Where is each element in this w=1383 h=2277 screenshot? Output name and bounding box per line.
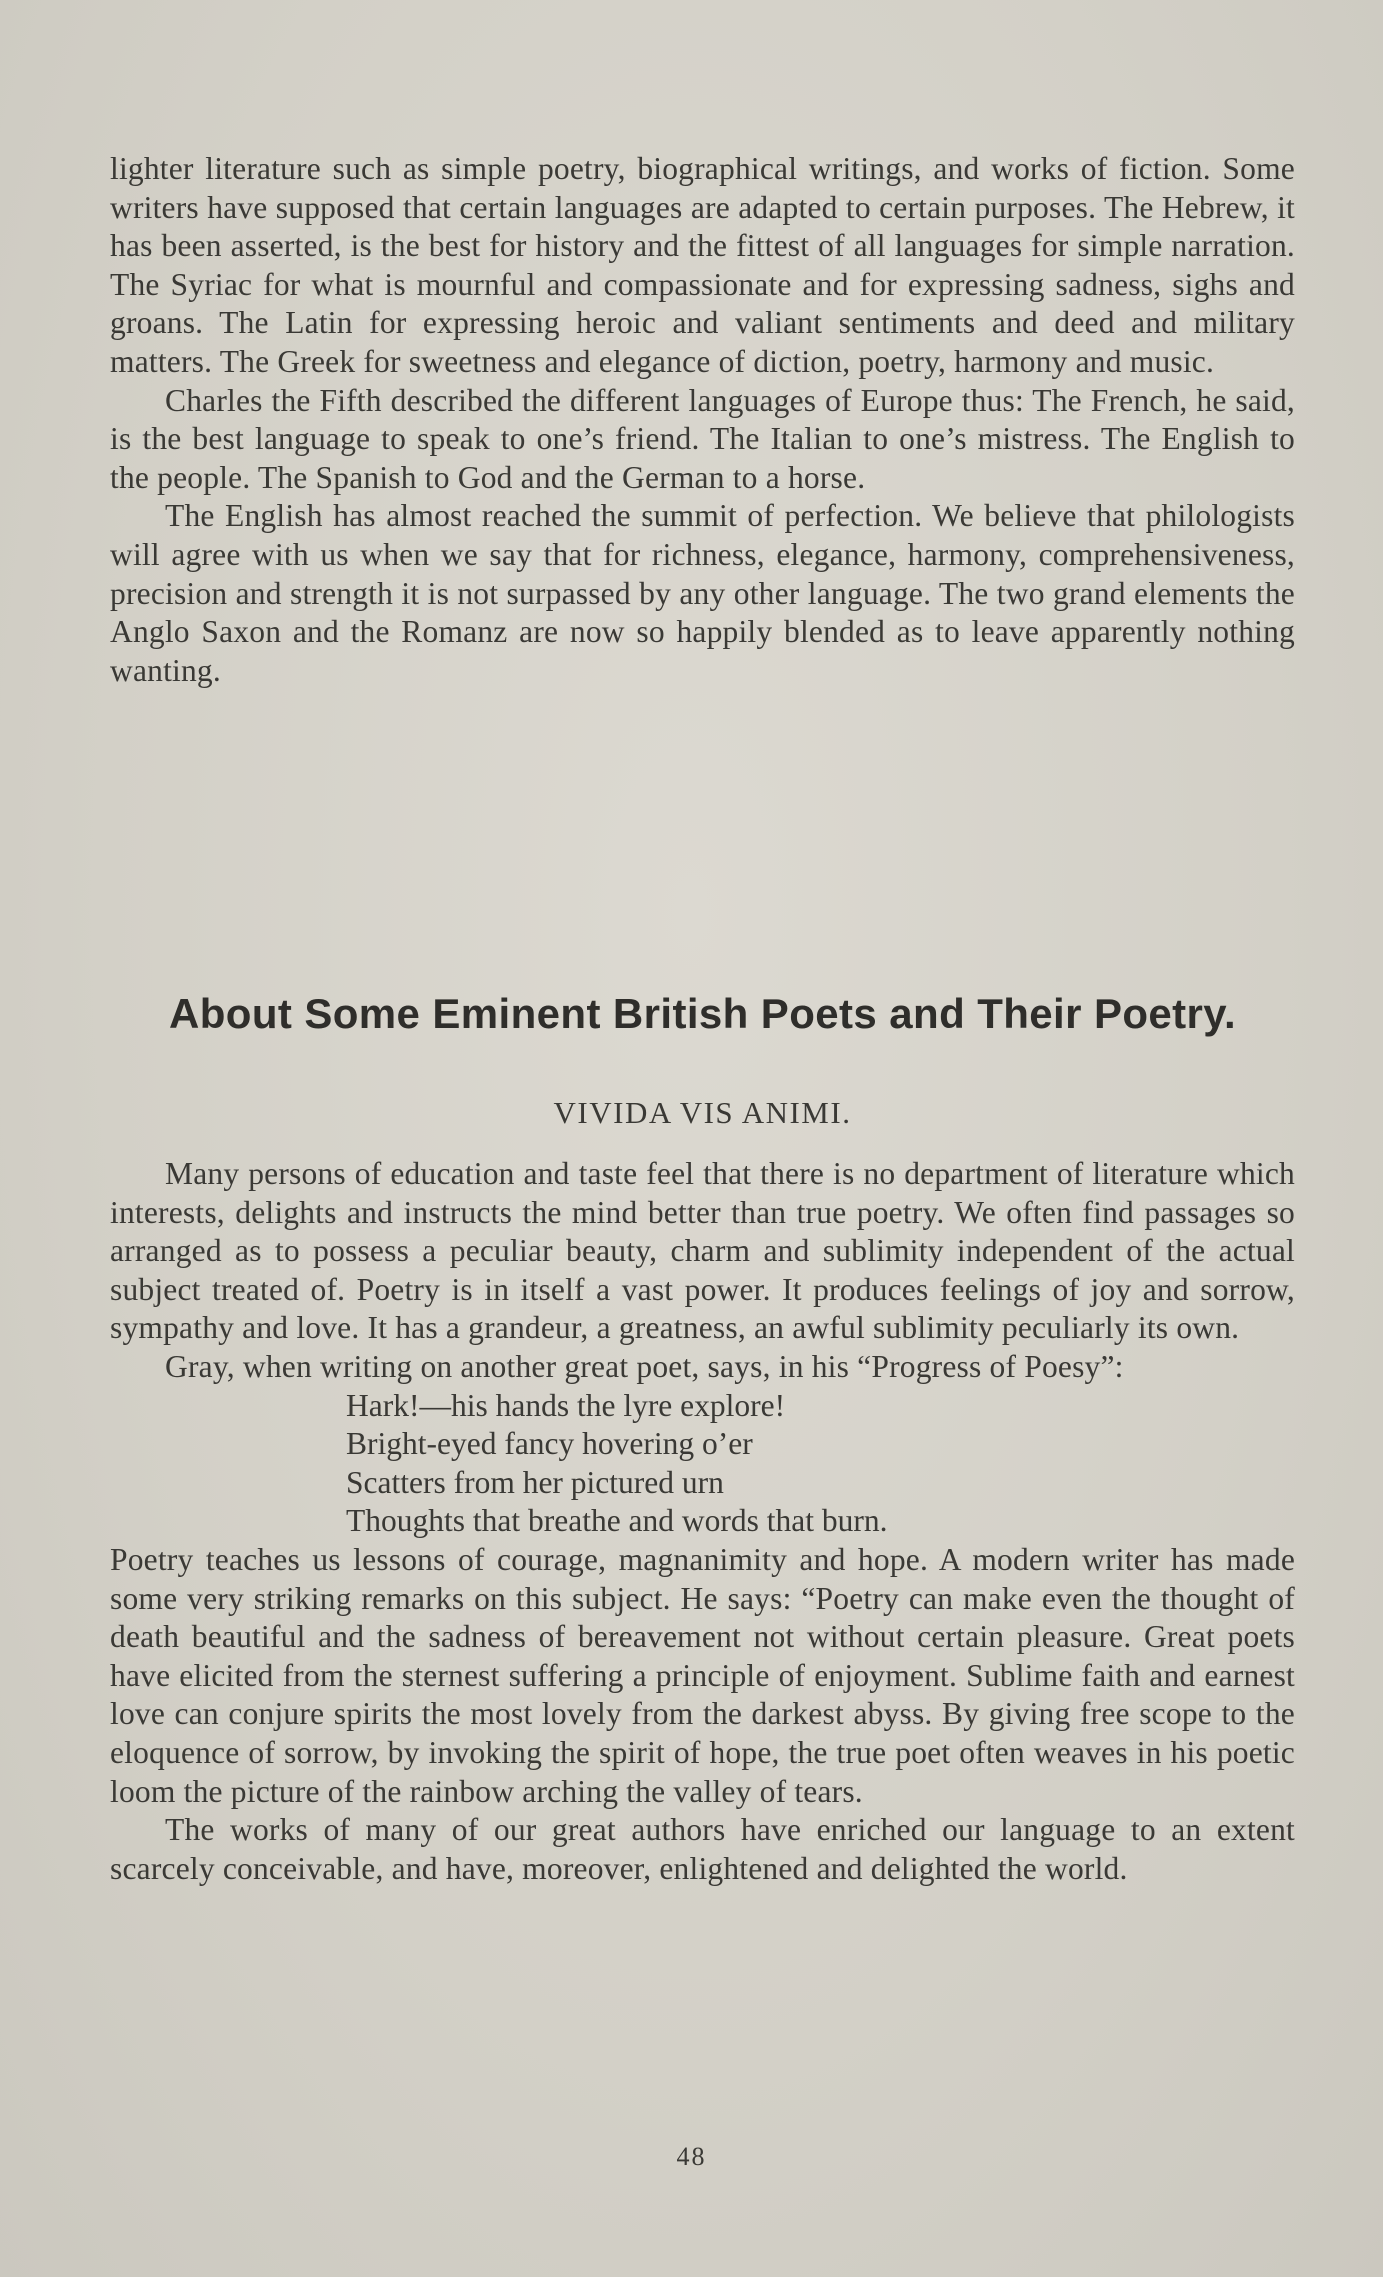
poem-line: Thoughts that breathe and words that burn. — [346, 1503, 888, 1539]
paragraph-poetry-teaches: Poetry teaches us lessons of courage, magnanimity and hope. A modern writer has made some very striking remarks on this subject. He says: “Poetry can make even the thought of death beautiful and the sadness of bereavement not without certain pleasure. Great poets have elicited from the sternest suffering a principle of enjoyment. Sublime faith and earnest love can conjure spirits the most lovely from the darkest abyss. By giving free scope to the eloquence of sorrow, by invoking the spirit of hope, the true poet often weaves in his poetic loom the picture of the rainbow arching the valley of tears. — [110, 1541, 1295, 1809]
article-title: About Some Eminent British Poets and Their Poetry. — [168, 990, 1237, 1037]
paragraph-languages-purposes: lighter literature such as simple poetry, biographical writings, and works of fiction. Some writers have supposed that certain languages are adapted to certain purposes. The Hebrew, it has been asserted, is the best for history and the fittest of all languages for simple narration. The Syriac for what is mournful and compassionate and for expressing sadness, sighs and groans. The Latin for expressing heroic and valiant sentiments and deed and military matters. The Greek for sweetness and elegance of diction, poetry, harmony and music. — [110, 151, 1295, 379]
poem-line: Bright-eyed fancy hovering o’er — [346, 1426, 753, 1462]
page-content — [110, 150, 1295, 1886]
article-byline: VIVIDA VIS ANIMI. — [553, 1095, 852, 1130]
paragraph-charles-the-fifth: Charles the Fifth described the different languages of Europe thus: The French, he said, is the best language to speak to one’s friend. The Italian to one’s mistress. The English to the people. The Spanish to God and the German to a horse. — [110, 382, 1295, 495]
continued-text — [110, 150, 1295, 890]
article-body — [110, 1155, 1295, 1888]
page-number: 48 — [676, 2142, 707, 2171]
poem-line: Hark!—his hands the lyre explore! — [346, 1387, 786, 1423]
poem-quote — [346, 1387, 1295, 1541]
paragraph-english-perfection: The English has almost reached the summit of perfection. We believe that philologists will agree with us when we say that for richness, elegance, harmony, comprehensiveness, precision and strength it is not surpassed by any other language. The two grand elements the Anglo Saxon and the Romanz are now so happily blended as to leave apparently nothing wanting. — [110, 498, 1295, 688]
paragraph-poetry-power: Many persons of education and taste feel that there is no department of literature which interests, delights and instructs the mind better than true poetry. We often find passages so arranged as to possess a peculiar beauty, charm and sublimity independent of the actual subject treated of. Poetry is in itself a vast power. It produces feelings of joy and sorrow, sympathy and love. It has a grandeur, a greatness, an awful sublimity peculiarly its own. — [110, 1156, 1295, 1346]
paragraph-gray-quote-intro: Gray, when writing on another great poet, says, in his “Progress of Poesy”: — [165, 1348, 1124, 1384]
paragraph-great-authors: The works of many of our great authors have enriched our language to an extent scarcely conceivable, and have, moreover, enlightened and delighted the world. — [110, 1812, 1295, 1886]
poem-line: Scatters from her pictured urn — [346, 1464, 724, 1500]
